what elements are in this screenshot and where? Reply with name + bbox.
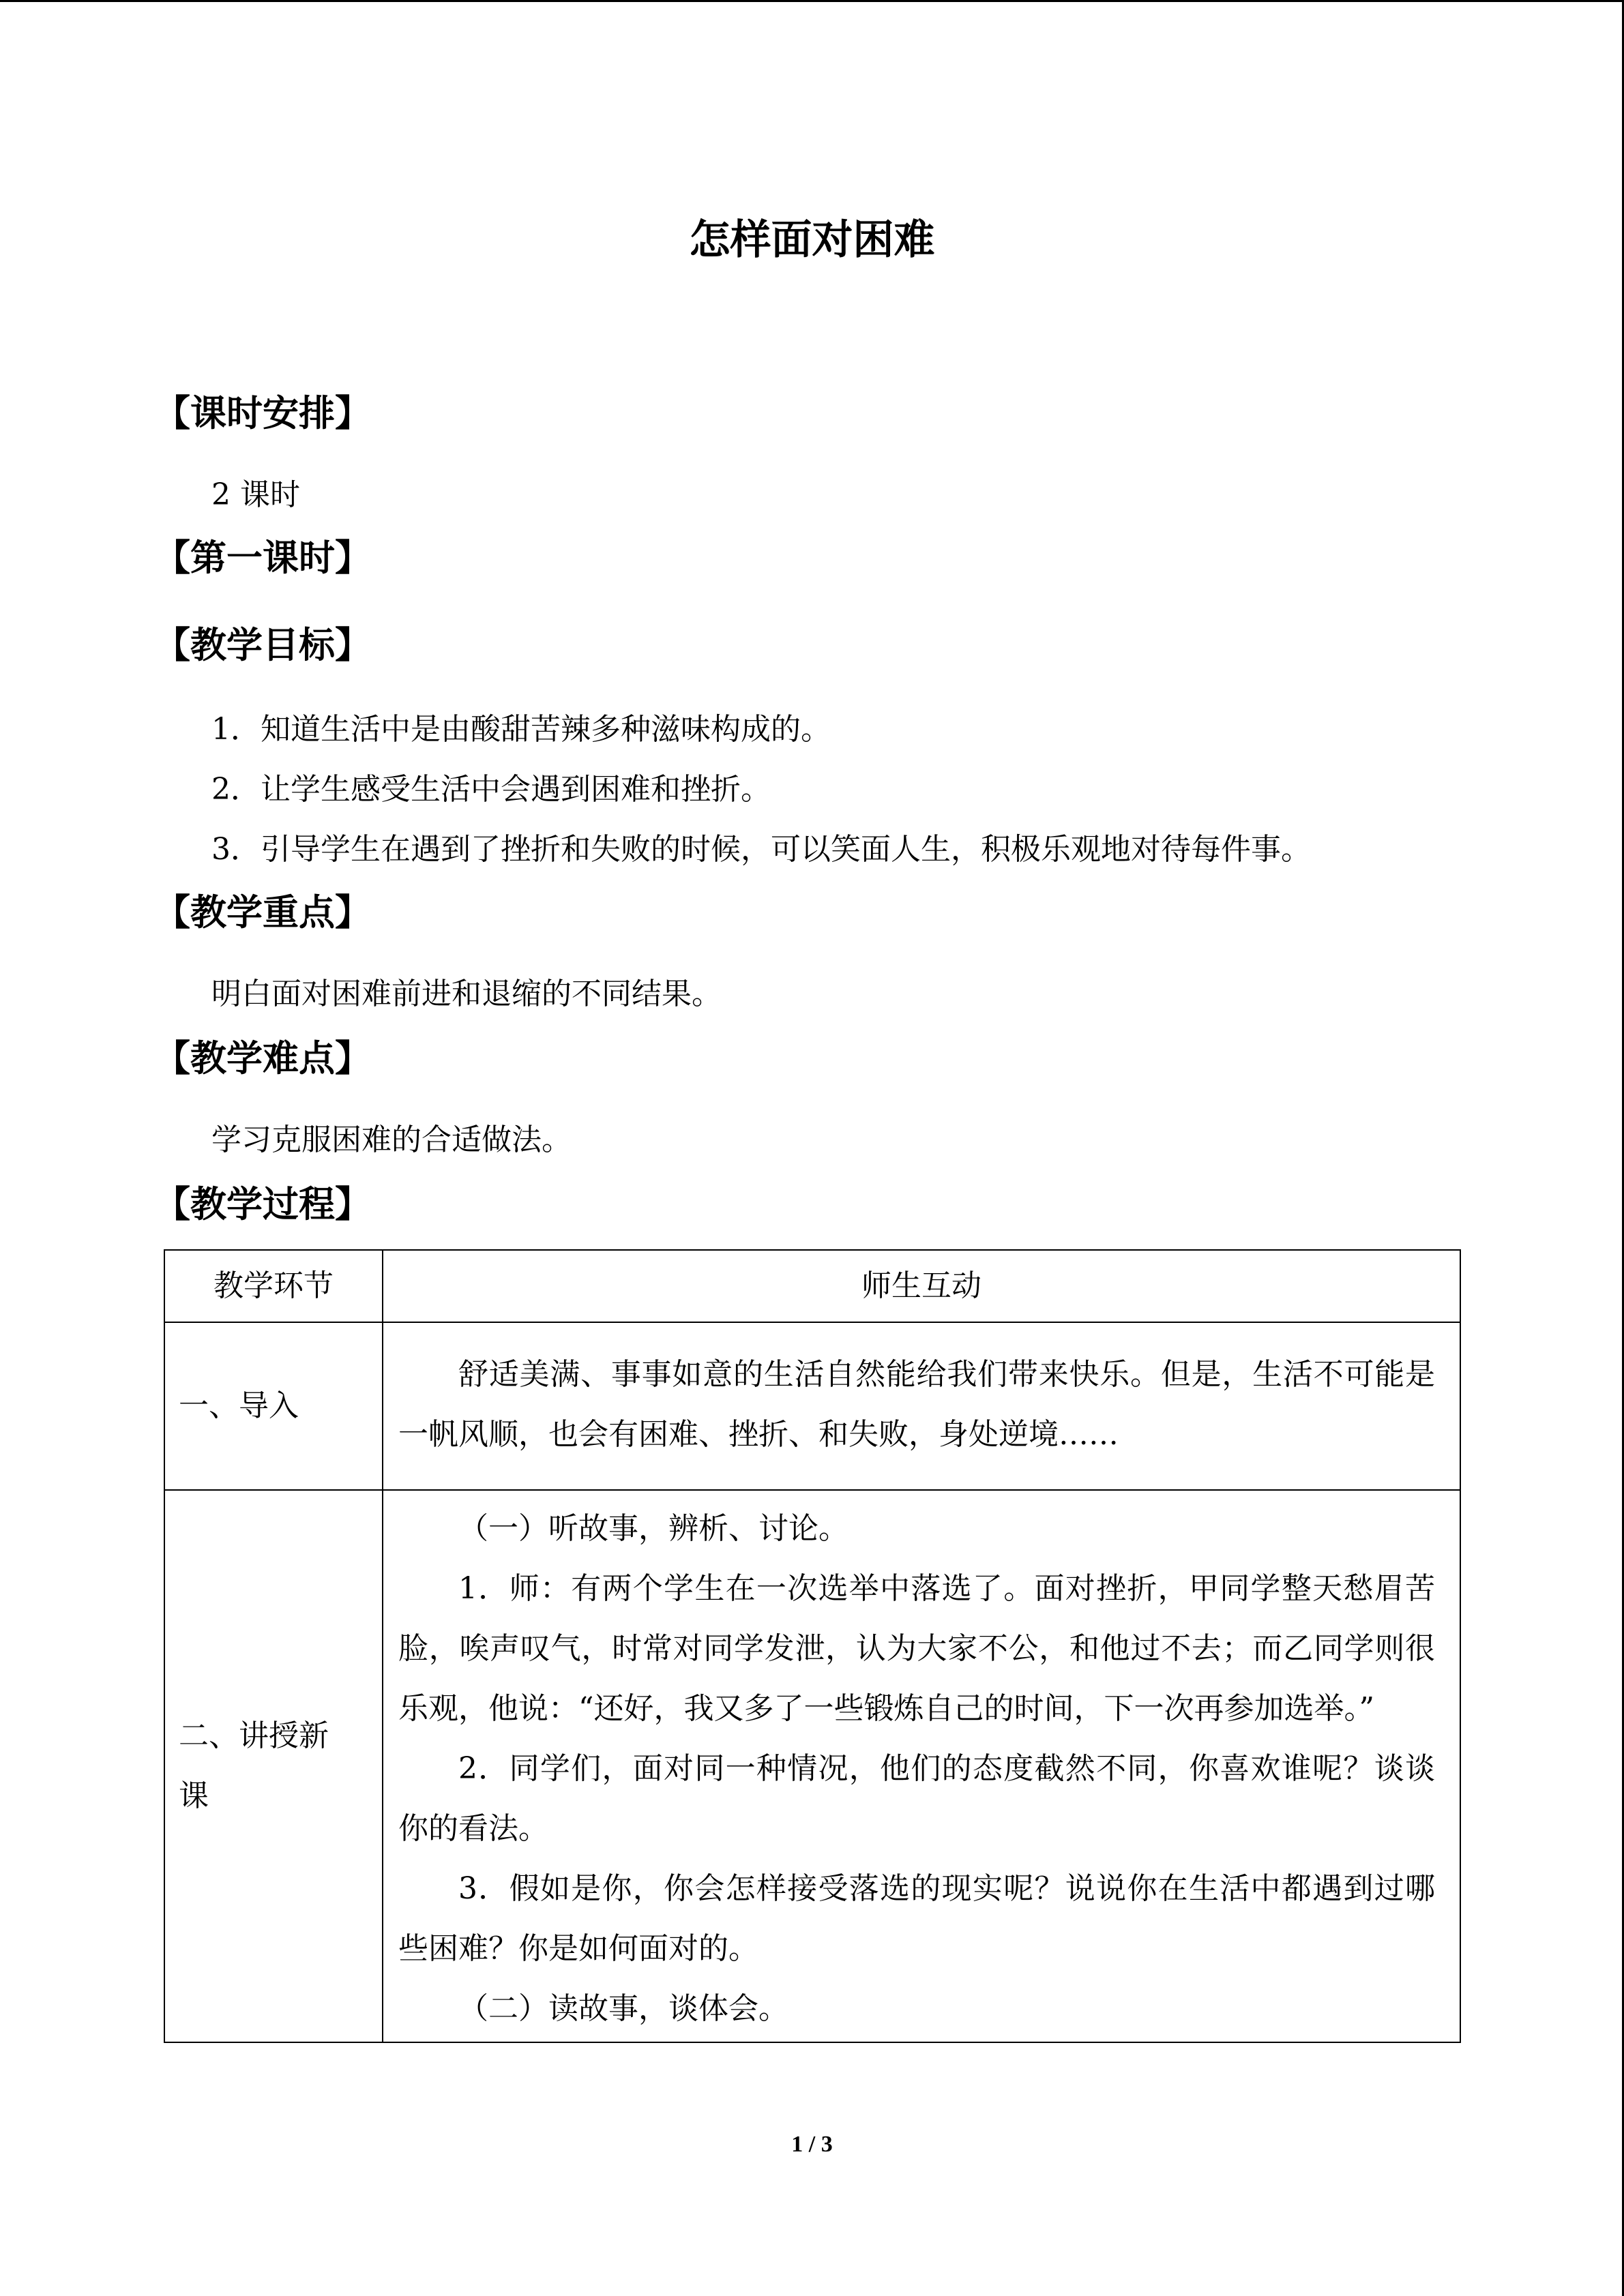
document-title: 怎样面对困难 xyxy=(689,216,935,264)
interaction-intro xyxy=(383,1322,1460,1490)
stage-intro xyxy=(164,1322,383,1490)
heading-first-lesson: 【第一课时】 xyxy=(154,537,371,579)
stage-label: 二、讲授新课 xyxy=(179,1718,329,1813)
objective-item-2: 2．让学生感受生活中会遇到困难和挫折。 xyxy=(211,772,771,807)
objective-item-1: 1．知道生活中是由酸甜苦辣多种滋味构成的。 xyxy=(211,712,831,747)
stage-new-lesson xyxy=(164,1490,383,2042)
lesson-paragraph: 1．师：有两个学生在一次选举中落选了。面对挫折，甲同学整天愁眉苦脸，唉声叹气，时常对同学发泄，认为大家不公，和他过不去；而乙同学则很乐观，他说：“还好，我又多了一些锻炼自己的时间，下一次再参加选举。” xyxy=(398,1571,1435,1726)
page-top-border xyxy=(0,0,1624,2)
header-interaction: 师生互动 xyxy=(383,1250,1460,1322)
table-header-row xyxy=(164,1250,1460,1322)
table-row xyxy=(164,1322,1460,1490)
stage-label: 一、导入 xyxy=(179,1388,299,1423)
schedule-text: 2 课时 xyxy=(211,477,300,512)
heading-difficulties: 【教学难点】 xyxy=(154,1038,371,1079)
difficulties-text: 学习克服困难的合适做法。 xyxy=(211,1122,572,1157)
heading-objectives: 【教学目标】 xyxy=(154,625,371,666)
lesson-paragraph: （一）听故事，辨析、讨论。 xyxy=(458,1511,848,1546)
heading-process: 【教学过程】 xyxy=(154,1184,371,1225)
lesson-paragraph: （二）读故事，谈体会。 xyxy=(458,1991,788,2026)
lesson-paragraph: 2．同学们，面对同一种情况，他们的态度截然不同，你喜欢谁呢？谈谈你的看法。 xyxy=(398,1751,1435,1846)
heading-schedule: 【课时安排】 xyxy=(154,393,371,434)
header-stage: 教学环节 xyxy=(164,1250,383,1322)
key-points-text: 明白面对困难前进和退缩的不同结果。 xyxy=(211,976,722,1011)
objective-item-3: 3．引导学生在遇到了挫折和失败的时候，可以笑面人生，积极乐观地对待每件事。 xyxy=(211,832,1311,867)
lesson-paragraph: 3．假如是你，你会怎样接受落选的现实呢？说说你在生活中都遇到过哪些困难？你是如何面对的。 xyxy=(398,1871,1435,1966)
interaction-new-lesson xyxy=(383,1490,1460,2042)
intro-paragraph: 舒适美满、事事如意的生活自然能给我们带来快乐。但是，生活不可能是一帆风顺，也会有困难、挫折、和失败，身处逆境…… xyxy=(398,1357,1435,1452)
page-number: 1 / 3 xyxy=(791,2132,833,2157)
heading-key-points: 【教学重点】 xyxy=(154,892,371,934)
teaching-process-table xyxy=(164,1249,1461,2043)
table-row xyxy=(164,1490,1460,2042)
